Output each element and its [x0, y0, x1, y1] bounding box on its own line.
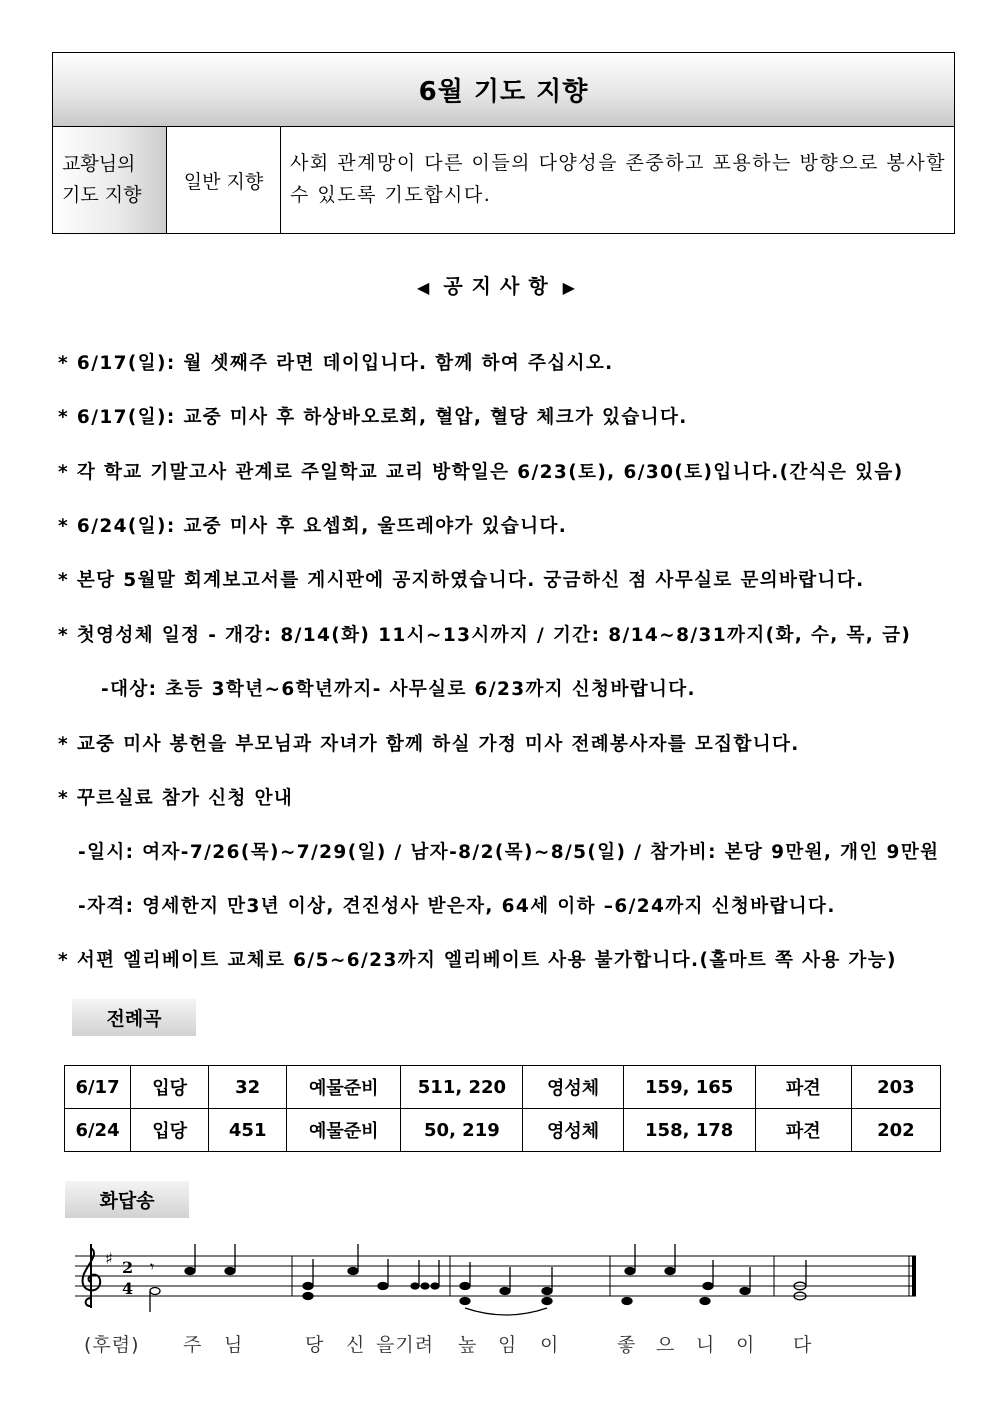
- hymn-label-dismissal: 파견: [755, 1109, 851, 1152]
- hymn-label-communion: 영성체: [523, 1066, 623, 1109]
- table-row: [65, 1109, 941, 1152]
- psalm-tab: 화답송: [65, 1181, 189, 1218]
- prayer-category-line2: 기도 지향: [62, 184, 142, 206]
- table-row: [65, 1066, 941, 1109]
- notice-subitem: -대상: 초등 3학년~6학년까지- 사무실로 6/23까지 신청바랍니다.: [101, 679, 696, 700]
- lyric-syllable: 니: [696, 1334, 716, 1356]
- hymn-label-dismissal: 파견: [755, 1066, 851, 1109]
- lyric-syllable: 을기려: [376, 1334, 435, 1356]
- notices-heading: [0, 270, 992, 299]
- notice-item: * 교중 미사 봉헌을 부모님과 자녀가 함께 하실 가정 미사 전례봉사자를 모집합니다.: [58, 734, 800, 755]
- hymn-date: 6/17: [65, 1066, 131, 1109]
- time-signature-bottom: 4: [122, 1279, 134, 1298]
- hymn-number: 202: [851, 1109, 940, 1152]
- prayer-text: 사회 관계망이 다른 이들의 다양성을 존중하고 포용하는 방향으로 봉사할 수 있도록 기도합시다.: [290, 152, 946, 206]
- hymn-label-offertory: 예물준비: [287, 1066, 401, 1109]
- hymn-number: 32: [209, 1066, 287, 1109]
- notice-subitem: -일시: 여자-7/26(목)~7/29(일) / 남자-8/2(목)~8/5(일) / 참가비: 본당 9만원, 개인 9만원: [78, 842, 940, 863]
- lyric-syllable: 다: [793, 1334, 813, 1356]
- hymns-table: [64, 1065, 941, 1152]
- lyric-syllable: 이: [540, 1334, 560, 1356]
- notice-item: * 6/17(일): 교중 미사 후 하상바오로회, 혈압, 혈당 체크가 있습니다.: [58, 407, 688, 428]
- prayer-intention-table: [52, 52, 955, 234]
- notice-item: * 각 학교 기말고사 관계로 주일학교 교리 방학일은 6/23(토), 6/30(토)입니다.(간식은 있음): [58, 462, 904, 483]
- hymn-date: 6/24: [65, 1109, 131, 1152]
- sharp-icon: ♯: [105, 1249, 113, 1268]
- svg-text:𝄾: 𝄾: [150, 1257, 155, 1276]
- notice-item: * 서편 엘리베이트 교체로 6/5~6/23까지 엘리베이트 사용 불가합니다.(홀마트 쪽 사용 가능): [58, 950, 897, 971]
- lyric-syllable: (후렴): [84, 1334, 140, 1356]
- lyric-syllable: 높: [458, 1334, 478, 1356]
- hymn-number: 158, 178: [623, 1109, 755, 1152]
- hymn-number: 50, 219: [401, 1109, 523, 1152]
- hymn-number: 451: [209, 1109, 287, 1152]
- notice-item: * 6/24(일): 교중 미사 후 요셉회, 울뜨레야가 있습니다.: [58, 516, 568, 537]
- time-signature-top: 2: [122, 1258, 134, 1277]
- hymn-label-entrance: 입당: [131, 1066, 209, 1109]
- hymn-label-offertory: 예물준비: [287, 1109, 401, 1152]
- prayer-type: 일반 지향: [167, 127, 281, 233]
- prayer-row: [53, 127, 954, 233]
- right-triangle-icon: ▶: [562, 278, 575, 297]
- lyric-syllable: 임: [498, 1334, 518, 1356]
- notice-item: * 6/17(일): 월 셋째주 라면 데이입니다. 함께 하여 주십시오.: [58, 353, 614, 374]
- hymn-label-communion: 영성체: [523, 1109, 623, 1152]
- hymn-number: 203: [851, 1066, 940, 1109]
- hymns-tab: 전례곡: [72, 999, 196, 1036]
- lyric-syllable: 당: [305, 1334, 325, 1356]
- hymn-number: 159, 165: [623, 1066, 755, 1109]
- prayer-title: 6월 기도 지향: [53, 53, 954, 127]
- prayer-category-line1: 교황님의: [62, 153, 136, 175]
- music-score-image: [70, 1222, 920, 1322]
- hymn-label-entrance: 입당: [131, 1109, 209, 1152]
- notes: [150, 1244, 806, 1315]
- notice-subitem: -자격: 영세한지 만3년 이상, 견진성사 받은자, 64세 이하 –6/24까지 신청바랍니다.: [78, 896, 836, 917]
- notice-item: * 꾸르실료 참가 신청 안내: [58, 788, 294, 809]
- lyric-syllable: 님: [224, 1334, 244, 1356]
- lyric-syllable: 주: [183, 1334, 203, 1356]
- notice-item: * 본당 5월말 회계보고서를 게시판에 공지하였습니다. 궁금하신 점 사무실로 문의바랍니다.: [58, 570, 865, 591]
- left-triangle-icon: ◀: [417, 278, 430, 297]
- hymn-number: 511, 220: [401, 1066, 523, 1109]
- lyric-syllable: 좋: [617, 1334, 637, 1356]
- lyric-syllable: 으: [656, 1334, 676, 1356]
- lyric-syllable: 신: [346, 1334, 366, 1356]
- notice-item: * 첫영성체 일정 - 개강: 8/14(화) 11시~13시까지 / 기간: 8/14~8/31까지(화, 수, 목, 금): [58, 625, 912, 646]
- lyric-syllable: 이: [736, 1334, 756, 1356]
- prayer-category: [53, 127, 167, 233]
- notices-heading-label: 공지사항: [443, 274, 557, 298]
